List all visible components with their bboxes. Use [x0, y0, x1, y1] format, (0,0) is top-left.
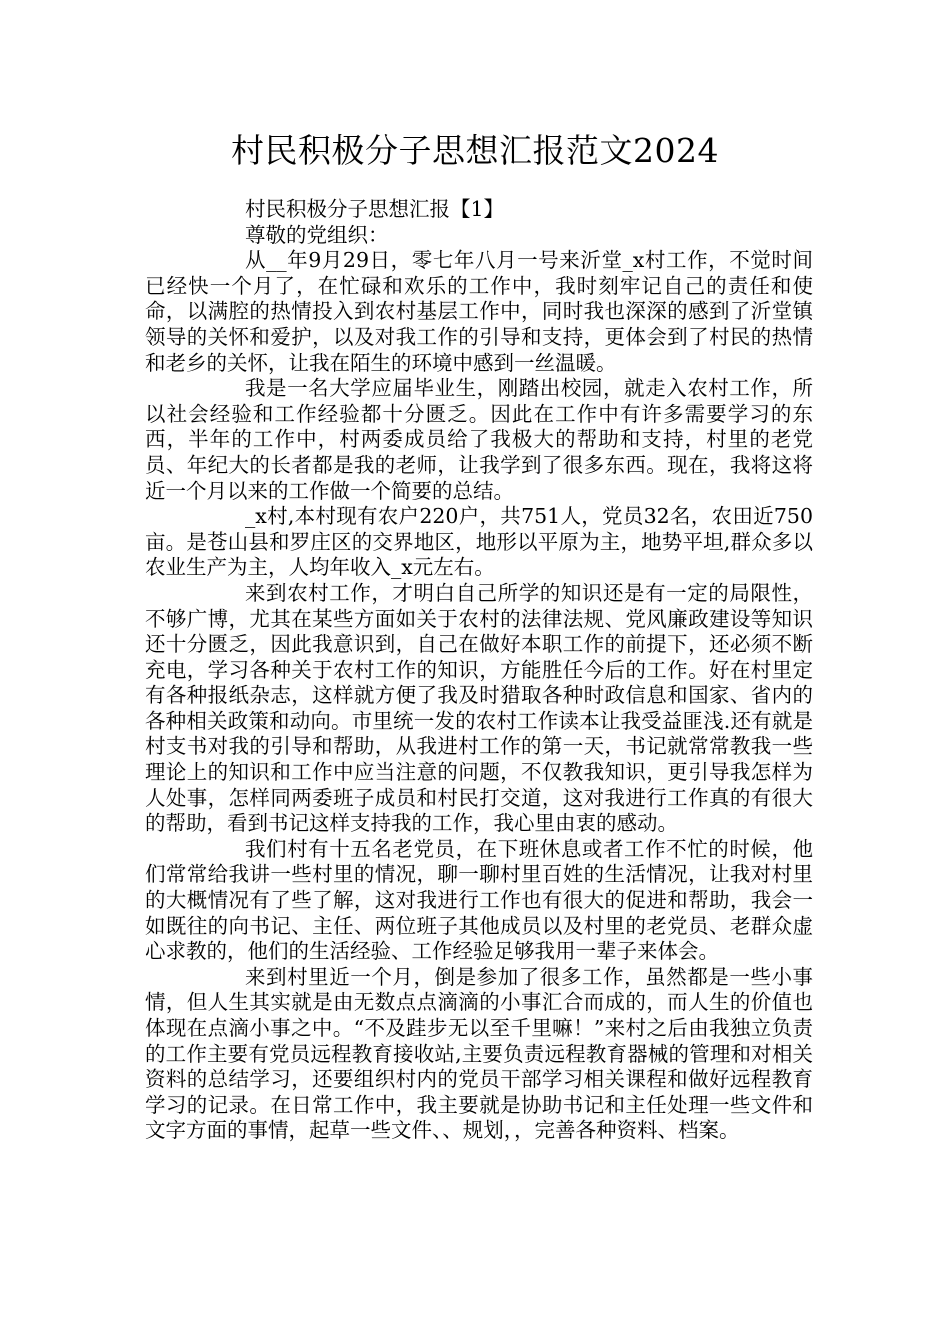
document-title: 村民积极分子思想汇报范文2024: [231, 131, 719, 170]
paragraph: 我们村有十五名老党员，在下班休息或者工作不忙的时候，他们常常给我讲一些村里的情况，聊一聊村里百姓的生活情况，让我对村里的大概情况有了些了解，这对我进行工作也有很大的促进和帮助，我会一如既往的向书记、主任、两位班子其他成员以及村里的老党员、老群众虚心求教的，他们的生活经验、工作经验足够我用一辈子来体会。: [145, 836, 813, 964]
paragraph: 来到农村工作，才明白自己所学的知识还是有一定的局限性，不够广博，尤其在某些方面如关于农村的法律法规、党风廉政建设等知识还十分匮乏，因此我意识到，自己在做好本职工作的前提下，还必须不断充电，学习各种关于农村工作的知识，方能胜任今后的工作。好在村里定有各种报纸杂志，这样就方便了我及时猎取各种时政信息和国家、省内的各种相关政策和动向。市里统一发的农村工作读本让我受益匪浅.还有就是村支书对我的引导和帮助，从我进村工作的第一天，书记就常常教我一些理论上的知识和工作中应当注意的问题，不仅教我知识，更引导我怎样为人处事，怎样同两委班子成员和村民打交道，这对我进行工作真的有很大的帮助，看到书记这样支持我的工作，我心里由衷的感动。: [145, 580, 813, 836]
paragraph: 我是一名大学应届毕业生，刚踏出校园，就走入农村工作，所以社会经验和工作经验都十分匮乏。因此在工作中有许多需要学习的东西，半年的工作中，村两委成员给了我极大的帮助和支持，村里的老党员、年纪大的长者都是我的老师，让我学到了很多东西。现在，我将这将近一个月以来的工作做一个简要的总结。: [145, 376, 813, 503]
paragraph: 来到村里近一个月，倒是参加了很多工作，虽然都是一些小事情，但人生其实就是由无数点点滴滴的小事汇合而成的，而人生的价值也体现在点滴小事之中。“不及跬步无以至千里嘛！”来村之后由我独立负责的工作主要有党员远程教育接收站,主要负责远程教育器械的管理和对相关资料的总结学习，还要组织村内的党员干部学习相关课程和做好远程教育学习的记录。在日常工作中，我主要就是协助书记和主任处理一些文件和文字方面的事情，起草一些文件、、规划，，完善各种资料、档案。: [145, 964, 813, 1143]
paragraph: 从__年9月29日，零七年八月一号来沂堂_x村工作，不觉时间已经快一个月了，在忙碌和欢乐的工作中，我时刻牢记自己的责任和使命，以满腔的热情投入到农村基层工作中，同时我也深深的感到了沂堂镇领导的关怀和爱护，以及对我工作的引导和支持，更体会到了村民的热情和老乡的关怀，让我在陌生的环境中感到一丝温暖。: [145, 248, 813, 375]
salutation: 尊敬的党组织：: [245, 222, 389, 247]
section-heading: 村民积极分子思想汇报【1】: [245, 197, 505, 221]
document-body: [145, 197, 813, 1144]
paragraph: _x村,本村现有农户220户，共751人，党员32名，农田近750亩。是苍山县和罗庄区的交界地区，地形以平原为主，地势平坦,群众多以农业生产为主，人均年收入_x元左右。: [145, 504, 813, 580]
